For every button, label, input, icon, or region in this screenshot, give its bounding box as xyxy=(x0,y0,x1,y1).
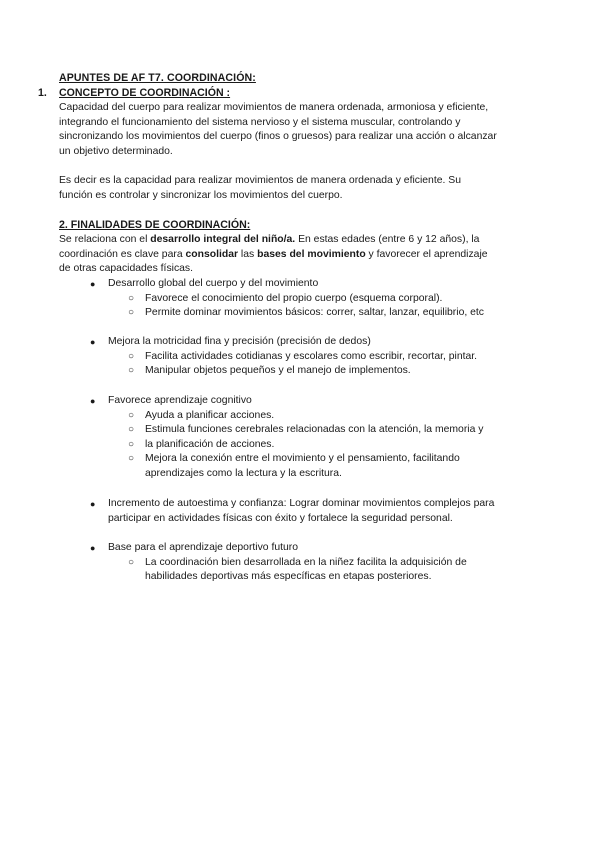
sub-list-item xyxy=(0,452,490,481)
bullet-group-2 xyxy=(0,335,600,379)
section1-number: 1. xyxy=(38,87,47,99)
sub-list-item xyxy=(0,556,480,585)
text-line: un objetivo determinado. xyxy=(59,145,173,157)
intro-text: En estas edades (entre 6 y 12 años), la xyxy=(295,234,480,245)
list-item xyxy=(0,335,548,350)
sub-list-item xyxy=(0,364,525,379)
list-item xyxy=(0,497,538,526)
intro-bold: bases del movimiento xyxy=(257,248,366,260)
section2-heading: 2. FINALIDADES DE COORDINACIÓN: xyxy=(59,219,251,231)
sub-text: Mejora la conexión entre el movimiento y el pensamiento, facilitando aprendizajes como la lectura y la escritura. xyxy=(145,453,460,479)
list-item xyxy=(0,541,548,556)
sub-text: Favorece el conocimiento del propio cuerpo (esquema corporal). xyxy=(145,292,443,304)
text-line: integrando el funcionamiento del sistema nervioso y el sistema muscular, controlando y xyxy=(59,116,461,128)
intro-bold: consolidar xyxy=(185,248,239,260)
sub-text: Manipular objetos pequeños y el manejo de implementos. xyxy=(145,365,411,377)
sub-text: Permite dominar movimientos básicos: correr, saltar, lanzar, equilibrio, etc xyxy=(145,307,484,319)
circle-bullet-icon: ○ xyxy=(128,409,135,421)
bullet-icon: ● xyxy=(90,337,96,347)
sub-list-item xyxy=(0,423,525,438)
bullet-icon: ● xyxy=(90,499,96,509)
bullet-text: Base para el aprendizaje deportivo futuro xyxy=(108,542,299,553)
section1-heading xyxy=(38,86,230,101)
bullet-icon: ● xyxy=(90,279,96,289)
sub-list-item xyxy=(0,438,525,453)
bullet-text: Favorece aprendizaje cognitivo xyxy=(108,395,252,406)
intro-text: las xyxy=(238,248,258,260)
sub-list-item xyxy=(0,292,525,307)
bullet-text: Incremento de autoestima y confianza: Lograr dominar movimientos complejos para participar en actividades físicas con éxito y fortalece la seguridad personal. xyxy=(108,498,495,524)
bullet-group-5 xyxy=(0,541,600,585)
circle-bullet-icon: ○ xyxy=(128,292,135,304)
bullet-group-4 xyxy=(0,497,600,526)
sub-text: Ayuda a planificar acciones. xyxy=(145,409,275,421)
circle-bullet-icon: ○ xyxy=(128,307,135,319)
text-line: Capacidad del cuerpo para realizar movimientos de manera ordenada, armoniosa y eficiente, xyxy=(59,102,489,113)
sub-list-item xyxy=(0,306,525,321)
sub-text: Estimula funciones cerebrales relacionadas con la atención, la memoria y xyxy=(145,424,484,436)
intro-text: coordinación es clave para xyxy=(59,248,186,260)
text-line: sincronizando los movimientos del cuerpo (finos o gruesos) para realizar una acción o alcanzar xyxy=(59,131,497,143)
sub-text: la planificación de acciones. xyxy=(145,438,275,450)
list-item xyxy=(0,277,548,292)
bullet-icon: ● xyxy=(90,396,96,406)
section1-paragraph-1 xyxy=(59,101,539,159)
bullet-text: Mejora la motricidad fina y precisión (precisión de dedos) xyxy=(108,336,371,347)
bullet-text: Desarrollo global del cuerpo y del movimiento xyxy=(108,278,319,289)
sub-text: Facilita actividades cotidianas y escolares como escribir, recortar, pintar. xyxy=(145,350,478,362)
bullet-icon: ● xyxy=(90,543,96,553)
sub-text: La coordinación bien desarrollada en la niñez facilita la adquisición de habilidades deportivas más específicas en etapas posteriores. xyxy=(145,556,467,583)
text-line xyxy=(59,233,539,248)
circle-bullet-icon: ○ xyxy=(128,424,135,436)
sub-list-item xyxy=(0,409,525,424)
intro-text: Se relaciona con el xyxy=(59,234,151,245)
document-title: APUNTES DE AF T7. COORDINACIÓN: xyxy=(59,72,256,84)
text-line xyxy=(59,248,539,263)
circle-bullet-icon: ○ xyxy=(128,556,135,568)
circle-bullet-icon: ○ xyxy=(128,350,135,362)
circle-bullet-icon: ○ xyxy=(128,365,135,377)
section2-intro xyxy=(59,233,539,277)
bullet-group-3 xyxy=(0,394,600,482)
section1-paragraph-2 xyxy=(59,174,539,203)
circle-bullet-icon: ○ xyxy=(128,453,135,465)
intro-bold: desarrollo integral del niño/a. xyxy=(150,234,296,245)
section1-title: CONCEPTO DE COORDINACIÓN : xyxy=(59,87,231,99)
circle-bullet-icon: ○ xyxy=(128,438,135,450)
list-item xyxy=(0,394,548,409)
sub-list-item xyxy=(0,350,525,365)
intro-text: y favorecer el aprendizaje xyxy=(365,248,488,260)
bullet-group-1 xyxy=(0,277,600,321)
text-line: de otras capacidades físicas. xyxy=(59,263,193,275)
text-line: función es controlar y sincronizar los movimientos del cuerpo. xyxy=(59,189,343,201)
text-line: Es decir es la capacidad para realizar movimientos de manera ordenada y eficiente. Su xyxy=(59,175,461,186)
